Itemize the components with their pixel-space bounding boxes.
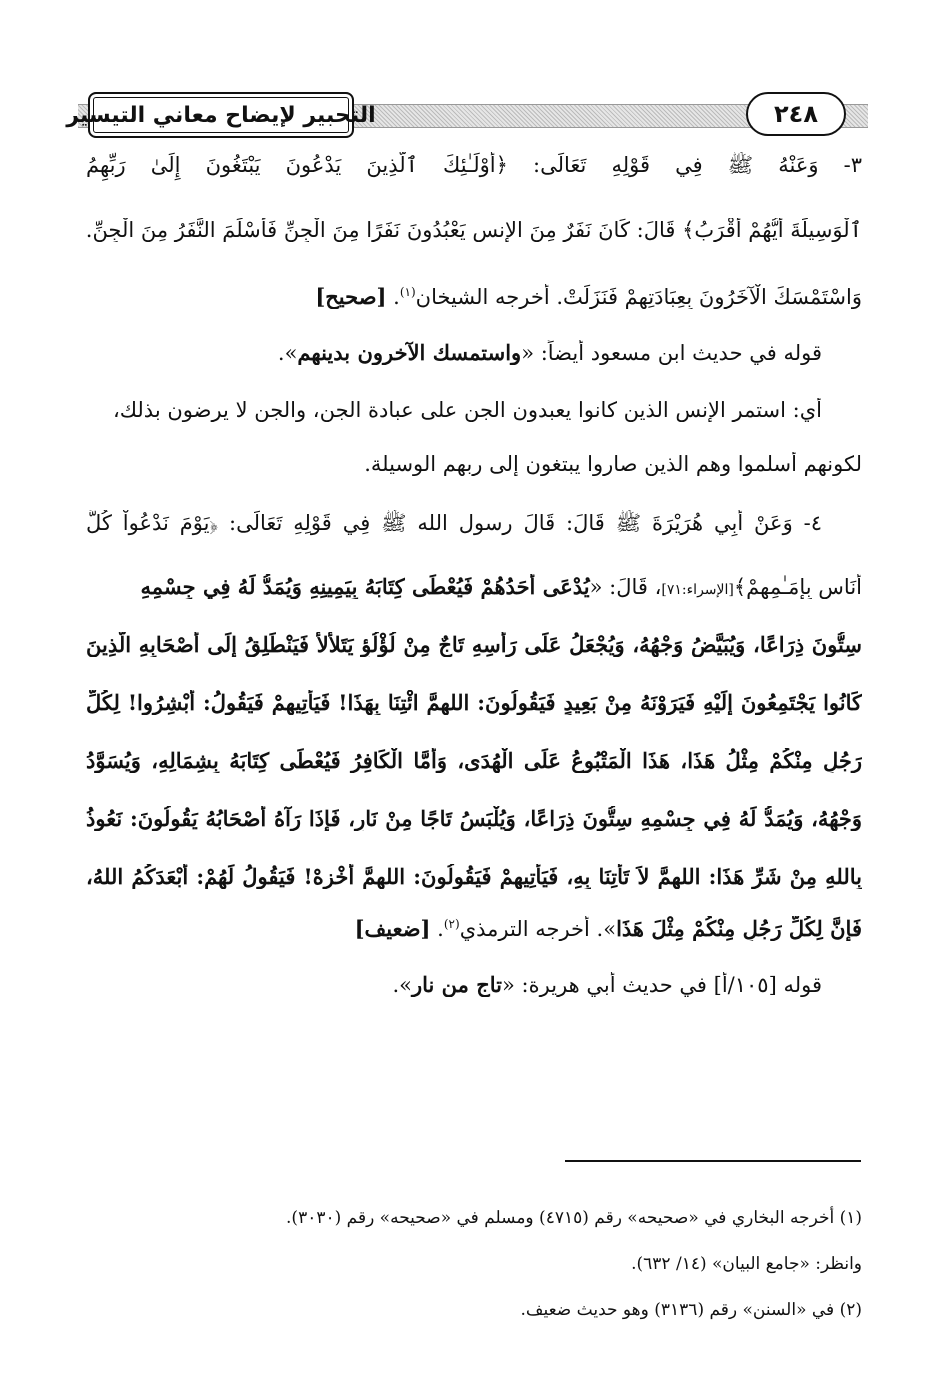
sep2: . <box>430 917 444 941</box>
hadith-3-opening: ٣- وَعَنْهُ ﷺ فِي قَوْلِهِ تَعَالَى: ﴿أُوْلَـٰئِكَ ٱلَّذِينَ يَدْعُونَ يَبْتَغُونَ إِلَىٰ رَبِّهِمُ <box>86 153 862 177</box>
text-line-14 <box>86 916 862 941</box>
commentary-text: أي: استمر الإنس الذين كانوا يعبدون الجن على عبادة الجن، والجن لا يرضون بذلك، <box>112 398 822 422</box>
running-title-frame <box>66 92 376 138</box>
text-line-1 <box>86 152 862 183</box>
hadith-4-source: ». أخرجه الترمذي <box>459 917 617 941</box>
hadith-4-opening: ٤- وَعَنْ أَبِي هُرَيْرَةَ ﷺ قَالَ: قَالَ رسول الله ﷺ فِي قَوْلِهِ تَعَالَى: ﴿يَوْمَ نَدْعُواْ كُلَّ <box>86 511 822 535</box>
running-title: التحبير لإيضاح معاني التيسير <box>66 102 376 128</box>
footnote-1 <box>86 1208 862 1228</box>
hadith-4-text-6: بِاللهِ مِنْ شَرِّ هَذَا: اللهمَّ لاَ تَأْتِنَا بِهِ، فَيَأْتِيهِمْ فَيَقُولُونَ: اللهمَّ أَخْزِهْ! فَيَقُولُ لَهُمْ: أَبْعَدَكُمُ اللهُ، <box>86 864 862 889</box>
hadith-4-text-4: رَجُلٍ مِنْكُمْ مِثْلُ هَذَا، هَذَا الْمَتْبُوعُ عَلَى الْهُدَى، وَأَمَّا الْكَافِرُ فَيُعْطَى كِتَابَهُ بِشِمَالِهِ، وَيُسَوَّدُ <box>86 748 862 773</box>
sep: . <box>386 285 400 309</box>
quote-close-2: ». <box>392 973 412 997</box>
grade-sahih: [صحيح] <box>315 284 387 309</box>
footnote-1b-text: وانظر: «جامع البيان» (١٤/ ٦٣٢). <box>631 1254 862 1274</box>
hadith-4-text-5: وَجْهُهُ، وَيُمَدُّ لَهُ فِي جِسْمِهِ سِتُّونَ ذِرَاعًا، وَيُلْبَسُ تَاجًا مِنْ نَارٍ، فَإِذَا رَآهُ أَصْحَابُهُ يَقُولُونَ: نَعُوذُ <box>86 806 862 831</box>
footnote-2 <box>86 1300 862 1320</box>
hadith-3-source: وَاسْتَمْسَكَ الْآخَرُونَ بِعِبَادَتِهِمْ فَنَزَلَتْ. أخرجه الشيخان <box>415 285 862 309</box>
verse-reference: [الإسراء:٧١] <box>661 582 734 598</box>
text-line-8 <box>86 574 862 599</box>
hadith-4-text-1: يُدْعَى أَحَدُهُمْ فَيُعْطَى كِتَابَهُ بِيَمِينِهِ وَيُمَدُّ لَهُ فِي جِسْمِهِ <box>140 574 590 599</box>
commentary-2-intro: قوله [١٠٥/أ] في حديث أبي هريرة: « <box>502 973 822 997</box>
hadith-4-text-2: سِتُّونَ ذِرَاعًا، وَيُبَيَّضُ وَجْهُهُ، وَيُجْعَلُ عَلَى رَأْسِهِ تَاجٌ مِنْ لُؤْلُؤٍ يَتَلأْلأُ فَيَنْطَلِقُ إِلَى أَصْحَابِهِ الَّذِينَ <box>86 632 862 657</box>
footnote-divider <box>565 1160 861 1162</box>
said: ، قَالَ: « <box>589 575 662 599</box>
hadith-4-text-3: كَانُوا يَجْتَمِعُونَ إِلَيْهِ فَيَرَوْنَهُ مِنْ بَعِيدٍ فَيَقُولُونَ: اللهمَّ ائْتِنَا بِهَذَا! فَيَأْتِيهِمْ فَيَقُولُ: أَبْشِرُوا! لِكُلِّ <box>86 690 862 715</box>
commentary-intro: قوله في حديث ابن مسعود أيضاً: « <box>521 341 822 365</box>
grade-daif: [ضعيف] <box>354 916 431 941</box>
text-line-15 <box>86 972 862 997</box>
page-number: ٢٤٨ <box>774 100 818 128</box>
footnote-1-text: (١) أخرجه البخاري في «صحيحه» رقم (٤٧١٥) ومسلم في «صحيحه» رقم (٣٠٣٠). <box>286 1208 862 1228</box>
footnote-1b <box>86 1254 862 1274</box>
verse-end: أُنَاسِ بِإِمَـٰمِهِمْ﴾ <box>733 575 862 599</box>
text-line-2 <box>86 218 862 242</box>
hadith-3-text: ٱلْوَسِيلَةَ أَيُّهُمْ أَقْرَبُ﴾ قَالَ: كَانَ نَفَرٌ مِنَ الإِنسِ يَعْبُدُونَ نَفَرًا مِنَ الْجِنِّ فَأَسْلَمَ النَّفَرُ مِنَ الْجِنِّ. <box>86 218 862 242</box>
text-line-3 <box>86 284 862 309</box>
text-line-6 <box>86 452 862 476</box>
footnote-2-text: (٢) في «السنن» رقم (٣١٣٦) وهو حديث ضعيف. <box>520 1300 862 1320</box>
hadith-4-text-7: فَإِنَّ لِكُلِّ رَجُلٍ مِنْكُمْ مِثْلَ هَذَا <box>616 916 862 941</box>
text-line-12 <box>86 806 862 831</box>
text-line-4 <box>86 340 862 365</box>
quoted-phrase: واستمسك الآخرون بدينهم <box>297 340 522 365</box>
text-line-5 <box>86 398 862 422</box>
commentary-text-2: لكونهم أسلموا وهم الذين صاروا يبتغون إلى ربهم الوسيلة. <box>364 452 862 476</box>
quote-close: ». <box>277 341 298 365</box>
footnote-ref-1: (١) <box>399 285 416 299</box>
footnote-ref-2: (٢) <box>443 917 460 931</box>
text-line-7 <box>86 510 862 541</box>
text-line-11 <box>86 748 862 773</box>
quoted-phrase-2: تاج من نار <box>411 972 503 997</box>
text-line-9 <box>86 632 862 657</box>
page-number-frame <box>746 92 846 136</box>
text-line-13 <box>86 864 862 889</box>
text-line-10 <box>86 690 862 715</box>
